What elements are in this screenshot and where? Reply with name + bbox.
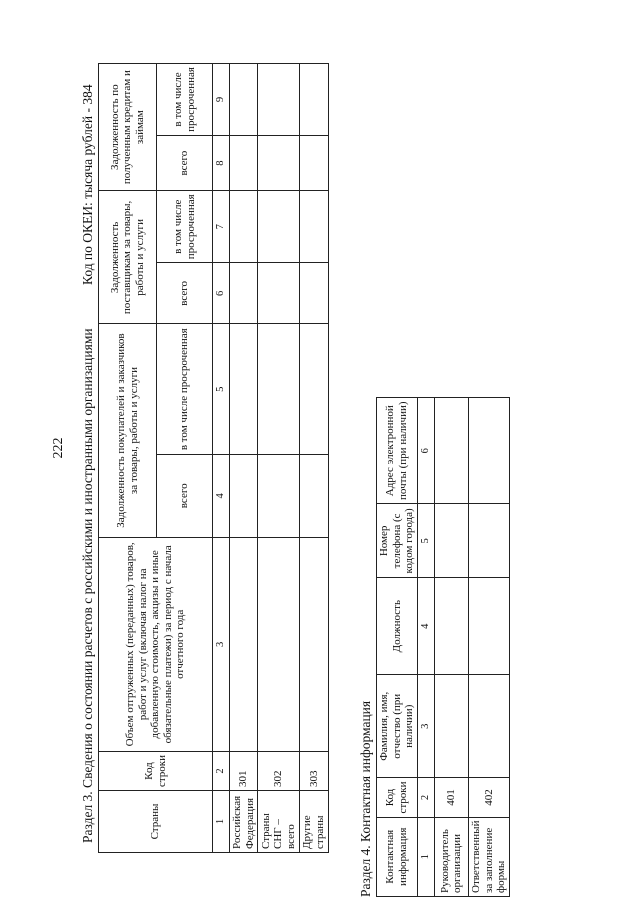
col-number: 1 — [213, 791, 230, 853]
header-countries: Страны — [99, 791, 213, 853]
cell-input[interactable] — [258, 191, 300, 263]
cell-input[interactable] — [230, 64, 258, 136]
okei-code: Код по ОКЕИ: тысяча рублей - 384 — [80, 84, 95, 285]
cell-input[interactable] — [434, 398, 468, 504]
row-code: 401 — [434, 778, 468, 817]
col-number: 5 — [417, 504, 434, 578]
header-overdue-loans: в том числе просроченная — [157, 64, 213, 136]
col-number: 6 — [213, 263, 230, 324]
header-row-code: Код строки — [99, 752, 213, 791]
header-receivables: Задолженность покупателей и заказчиков за товары, работы и услуги — [99, 324, 157, 537]
cell-input[interactable] — [434, 578, 468, 675]
row-code: 303 — [300, 752, 328, 791]
col-number: 9 — [213, 64, 230, 136]
cell-input[interactable] — [258, 454, 300, 537]
table-row — [258, 64, 300, 853]
header-total-pay: всего — [157, 263, 213, 324]
cell-input[interactable] — [258, 324, 300, 455]
cell-input[interactable] — [300, 324, 328, 455]
cell-input[interactable] — [258, 537, 300, 751]
cell-input[interactable] — [230, 263, 258, 324]
row-country-name: Российская Федерация — [230, 791, 258, 853]
header-fio: Фамилия, имя, отчество (при наличии) — [377, 675, 418, 778]
col-number: 4 — [213, 454, 230, 537]
cell-input[interactable] — [300, 263, 328, 324]
row-contact-name: Руководитель организации — [434, 817, 468, 896]
col-number: 4 — [417, 578, 434, 675]
row-code: 301 — [230, 752, 258, 791]
cell-input[interactable] — [468, 578, 509, 675]
cell-input[interactable] — [434, 504, 468, 578]
cell-input[interactable] — [300, 135, 328, 190]
cell-input[interactable] — [300, 537, 328, 751]
header-contact: Контактная информация — [377, 817, 418, 896]
table-row — [468, 398, 509, 897]
col-number: 2 — [213, 752, 230, 791]
cell-input[interactable] — [300, 454, 328, 537]
row-contact-name: Ответственный за заполнение формы — [468, 817, 509, 896]
cell-input[interactable] — [468, 675, 509, 778]
column-numbers-row — [417, 398, 434, 897]
cell-input[interactable] — [258, 135, 300, 190]
col-number: 8 — [213, 135, 230, 190]
section4-table — [376, 397, 510, 897]
header-total-loans: всего — [157, 135, 213, 190]
header-overdue-recv: в том числе просроченная — [157, 324, 213, 455]
cell-input[interactable] — [468, 504, 509, 578]
col-number: 6 — [417, 398, 434, 504]
section3-title: Раздел 3. Сведения о состоянии расчетов с российскими и иностранными организациями — [80, 328, 95, 843]
header-total-recv: всего — [157, 454, 213, 537]
cell-input[interactable] — [300, 191, 328, 263]
cell-input[interactable] — [434, 675, 468, 778]
row-code: 402 — [468, 778, 509, 817]
section4-title: Раздел 4. Контактная информация — [358, 700, 373, 897]
cell-input[interactable] — [300, 64, 328, 136]
page-number: 222 — [51, 437, 66, 459]
row-country-name: Другие страны — [300, 791, 328, 853]
header-phone: Номер телефона (с кодом города) — [377, 504, 418, 578]
col-number: 3 — [417, 675, 434, 778]
header-email: Адрес электронной почты (при наличии) — [377, 398, 418, 504]
col-number: 1 — [417, 817, 434, 896]
header-volume: Объем отгруженных (переданных) товаров, работ и услуг (включая налог на добавленную стоимость, акцизы и иные обязательные платежи) за период с начала отчетного года — [99, 537, 213, 751]
col-number: 7 — [213, 191, 230, 263]
cell-input[interactable] — [230, 324, 258, 455]
row-code: 302 — [258, 752, 300, 791]
table-row — [434, 398, 468, 897]
section3-table — [98, 63, 329, 853]
col-number: 3 — [213, 537, 230, 751]
cell-input[interactable] — [230, 454, 258, 537]
table-row — [230, 64, 258, 853]
cell-input[interactable] — [468, 398, 509, 504]
column-numbers-row — [213, 64, 230, 853]
row-country-name: Страны СНГ – всего — [258, 791, 300, 853]
header-overdue-pay: в том числе просроченная — [157, 191, 213, 263]
cell-input[interactable] — [230, 537, 258, 751]
cell-input[interactable] — [258, 263, 300, 324]
table-row — [300, 64, 328, 853]
cell-input[interactable] — [230, 191, 258, 263]
header-row-code: Код строки — [377, 778, 418, 817]
header-position: Должность — [377, 578, 418, 675]
cell-input[interactable] — [230, 135, 258, 190]
cell-input[interactable] — [258, 64, 300, 136]
col-number: 2 — [417, 778, 434, 817]
col-number: 5 — [213, 324, 230, 455]
header-payables: Задолженность поставщикам за товары, работы и услуги — [99, 191, 157, 324]
header-loans: Задолженность по полученным кредитам и займам — [99, 64, 157, 191]
